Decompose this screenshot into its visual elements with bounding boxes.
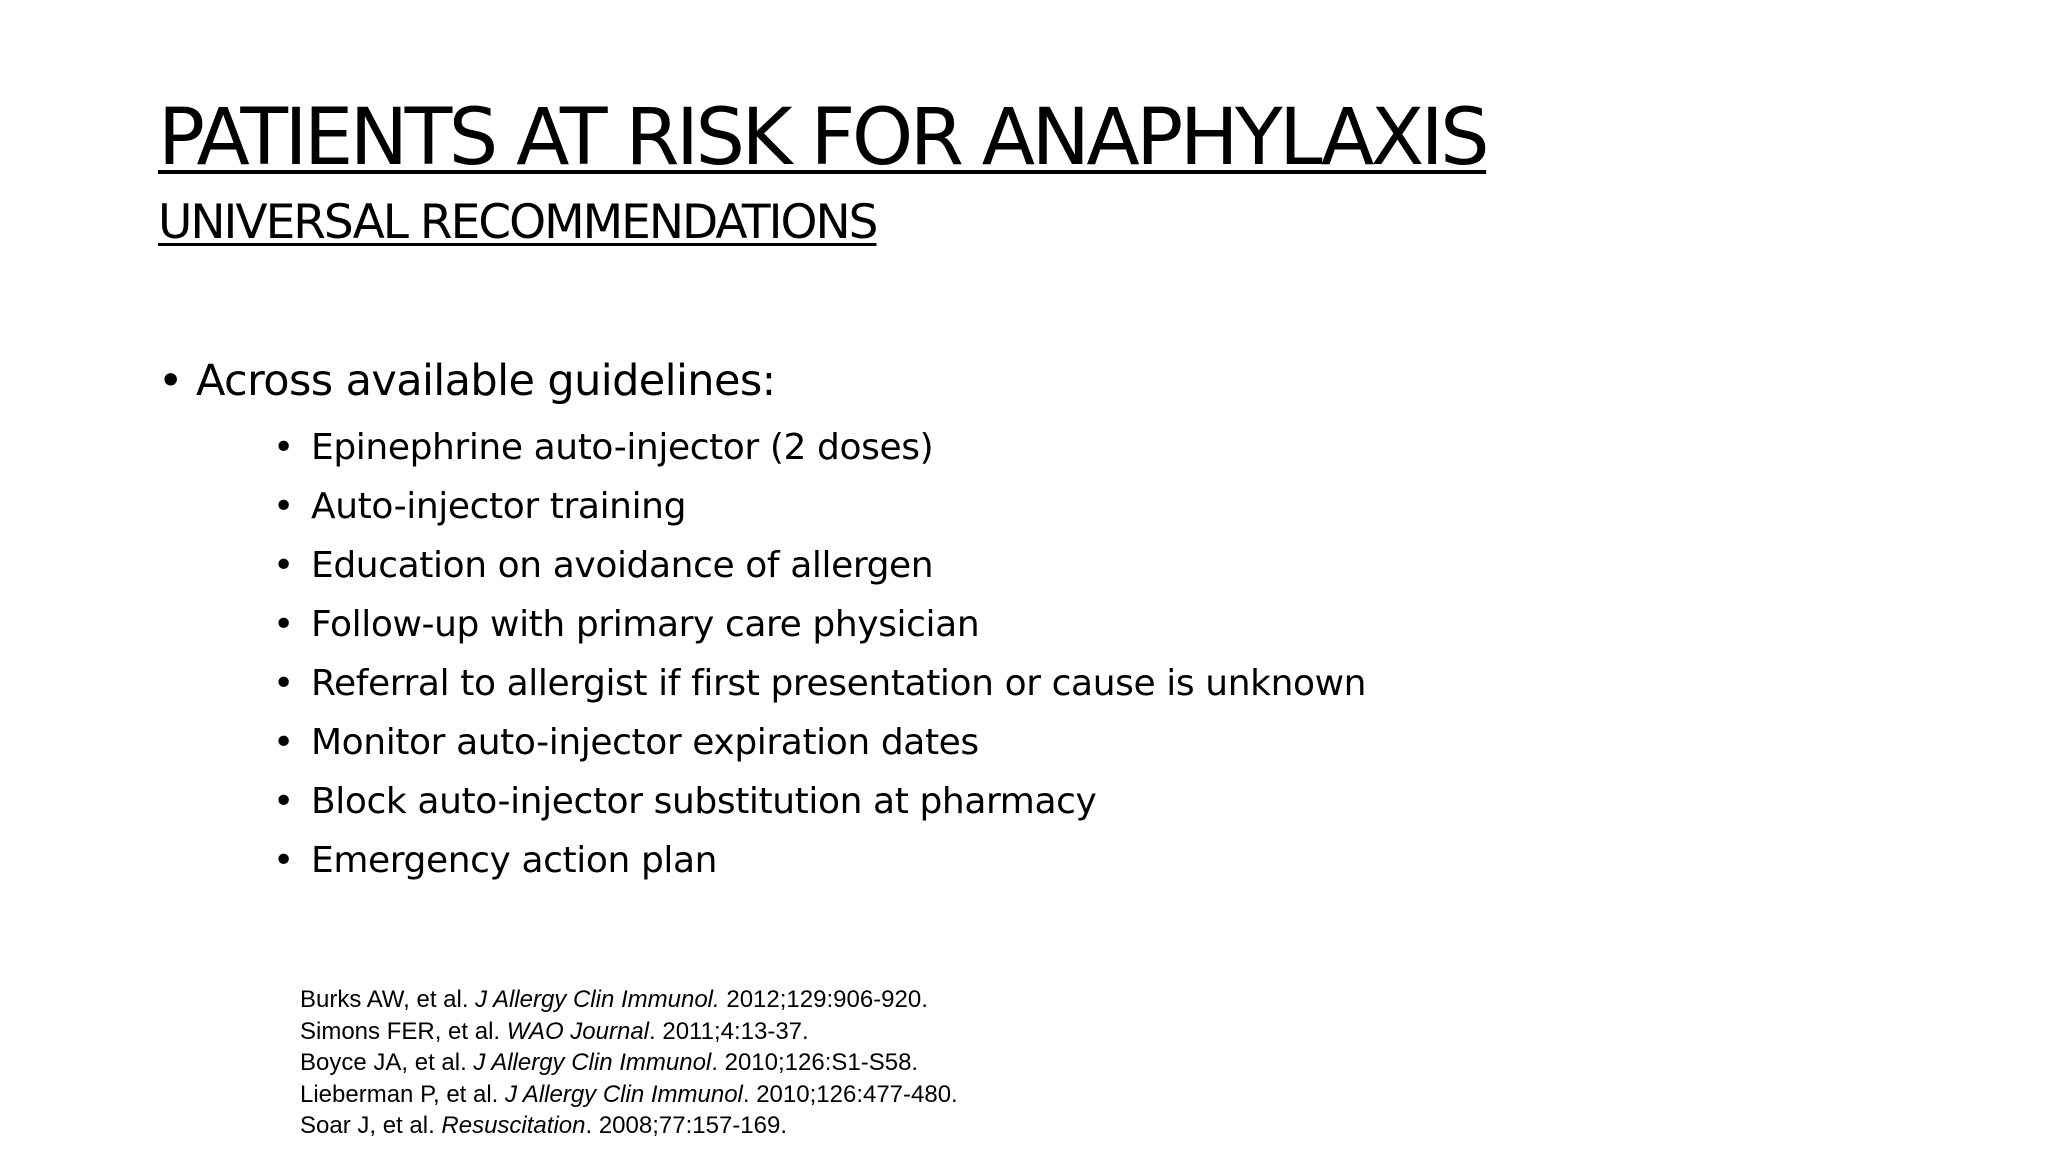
bullet-marker: • — [273, 545, 294, 586]
main-bullet-text: Across available guidelines: — [196, 356, 776, 406]
bullet-marker: • — [273, 604, 294, 645]
reference-journal: J Allergy Clin Immunol — [473, 1049, 712, 1076]
sub-bullet — [273, 536, 1366, 595]
sub-bullet — [273, 595, 1366, 654]
sub-bullet — [273, 418, 1366, 477]
sub-bullet — [273, 654, 1366, 713]
reference-details: . 2010;126:477-480. — [742, 1080, 958, 1108]
reference-line — [300, 1110, 958, 1142]
sub-bullet — [273, 477, 1366, 536]
sub-bullet-text: Block auto-injector substitution at pharmacy — [311, 781, 1097, 822]
reference-line — [300, 1079, 958, 1111]
reference-journal: J Allergy Clin Immunol — [505, 1080, 743, 1108]
reference-line — [300, 984, 958, 1016]
reference-line — [300, 1047, 958, 1079]
reference-details: . 2010;126:S1-S58. — [711, 1049, 919, 1076]
reference-journal: WAO Journal — [506, 1017, 650, 1045]
bullet-marker: • — [158, 356, 183, 406]
bullet-marker: • — [273, 722, 294, 763]
sub-bullet-text: Follow-up with primary care physician — [311, 604, 980, 645]
main-bullet — [158, 350, 1366, 890]
reference-details: . 2011;4:13-37. — [649, 1017, 809, 1045]
sub-bullet-text: Monitor auto-injector expiration dates — [311, 722, 979, 763]
bullet-marker: • — [273, 663, 294, 704]
bullet-marker: • — [273, 486, 294, 527]
slide-subtitle: UNIVERSAL RECOMMENDATIONS — [158, 195, 877, 250]
sub-bullet — [273, 831, 1366, 890]
bullet-marker: • — [273, 840, 294, 881]
reference-line — [300, 1016, 958, 1048]
reference-journal: J Allergy Clin Immunol. — [475, 986, 720, 1013]
slide-title: PATIENTS AT RISK FOR ANAPHYLAXIS — [158, 93, 1487, 183]
reference-authors: Boyce JA, et al. — [300, 1049, 474, 1076]
reference-details: . 2008;77:157-169. — [585, 1112, 787, 1139]
references — [300, 984, 958, 1142]
sub-bullet-text: Auto-injector training — [311, 486, 687, 527]
bullet-marker: • — [273, 781, 294, 822]
bullet-marker: • — [273, 427, 294, 468]
reference-authors: Burks AW, et al. — [300, 986, 476, 1013]
sub-bullet-text: Education on avoidance of allergen — [311, 545, 934, 586]
bullet-list — [158, 350, 1366, 890]
sub-bullet-text: Epinephrine auto-injector (2 doses) — [311, 427, 934, 468]
sub-bullet-list — [196, 418, 1366, 890]
sub-bullet-text: Referral to allergist if first presentation or cause is unknown — [311, 663, 1367, 704]
sub-bullet — [273, 713, 1366, 772]
sub-bullet — [273, 772, 1366, 831]
reference-details: 2012;129:906-920. — [719, 986, 928, 1013]
reference-journal: Resuscitation — [441, 1112, 586, 1139]
reference-authors: Lieberman P, et al. — [300, 1080, 506, 1108]
reference-authors: Simons FER, et al. — [300, 1017, 507, 1045]
reference-authors: Soar J, et al. — [300, 1112, 442, 1139]
sub-bullet-text: Emergency action plan — [311, 840, 718, 881]
